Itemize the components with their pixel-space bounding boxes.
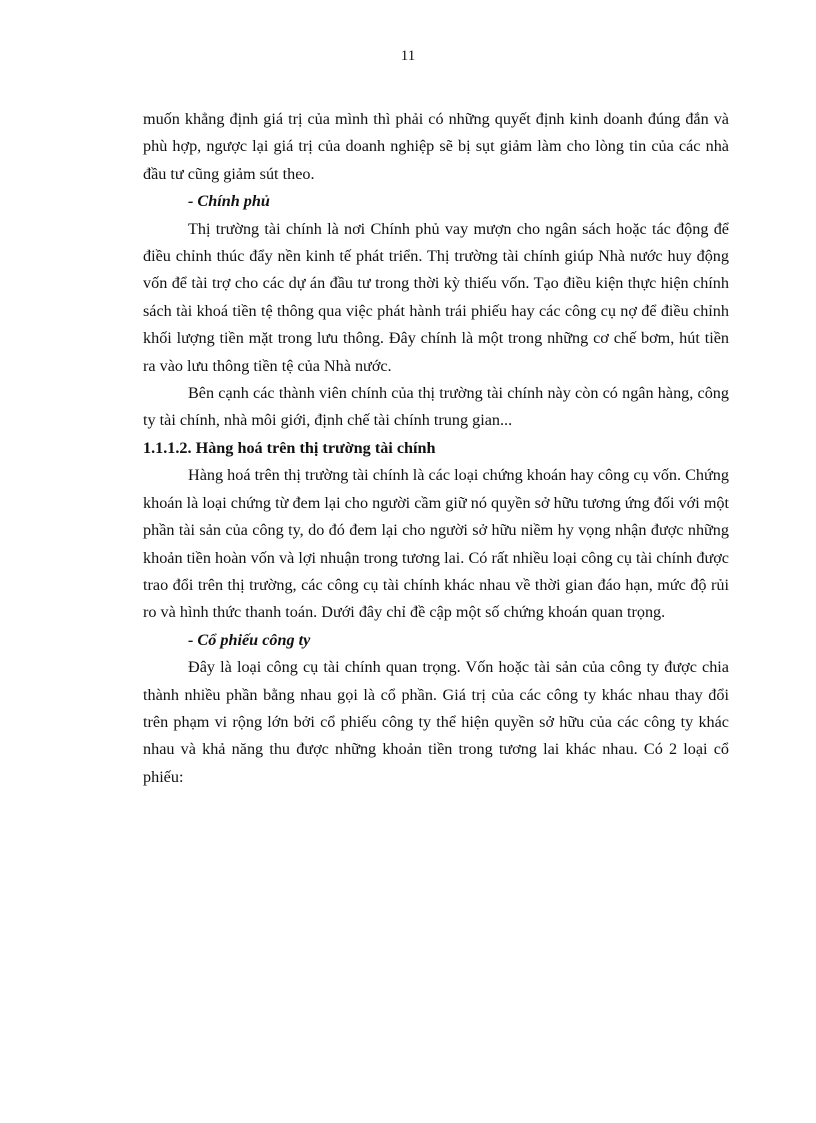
paragraph-continuation: muốn khẳng định giá trị của mình thì phải có những quyết định kinh doanh đúng đắn và phù hợp, ngược lại giá trị của doanh nghiệp sẽ bị sụt giảm làm cho lòng tin của các nhà đầu tư cũng giảm sút theo. <box>143 110 729 183</box>
subheading-chinh-phu: - Chính phủ <box>188 192 270 211</box>
paragraph-chinh-phu: Thị trường tài chính là nơi Chính phủ vay mượn cho ngân sách hoặc tác động để điều chỉnh thúc đẩy nền kinh tế phát triển. Thị trường tài chính giúp Nhà nước huy động vốn để tài trợ cho các dự án đầu tư trong thời kỳ thiếu vốn. Tạo điều kiện thực hiện chính sách tài khoá tiền tệ thông qua việc phát hành trái phiếu hay các công cụ nợ để điều chỉnh khối lượng tiền mặt trong lưu thông. Đây chính là một trong những cơ chế bơm, hút tiền ra vào lưu thông tiền tệ của Nhà nước. <box>143 219 729 375</box>
paragraph-hang-hoa: Hàng hoá trên thị trường tài chính là các loại chứng khoán hay công cụ vốn. Chứng khoán là loại chứng từ đem lại cho người cầm giữ nó quyền sở hữu tương ứng đối với một phần tài sản của công ty, do đó đem lại cho người sở hữu niềm hy vọng nhận được những khoản tiền hoàn vốn và lợi nhuận trong tương lai. Có rất nhiều loại công cụ tài chính được trao đổi trên thị trường, các công cụ tài chính khác nhau về thời gian đáo hạn, mức độ rủi ro và hình thức thanh toán. Dưới đây chỉ đề cập một số chứng khoán quan trọng. <box>143 466 729 622</box>
paragraph-thanh-vien: Bên cạnh các thành viên chính của thị trường tài chính này còn có ngân hàng, công ty tài chính, nhà môi giới, định chế tài chính trung gian... <box>143 384 729 430</box>
page-number: 11 <box>400 48 416 64</box>
section-heading-hang-hoa: 1.1.1.2. Hàng hoá trên thị trường tài chính <box>143 438 436 457</box>
paragraph-co-phieu: Đây là loại công cụ tài chính quan trọng. Vốn hoặc tài sản của công ty được chia thành nhiều phần bằng nhau gọi là cổ phần. Giá trị của các công ty khác nhau thay đổi trên phạm vi rộng lớn bởi cổ phiếu công ty thể hiện quyền sở hữu của các công ty khác nhau và khả năng thu được những khoản tiền trong tương lai khác nhau. Có 2 loại cổ phiếu: <box>143 658 729 786</box>
subheading-co-phieu: - Cổ phiếu công ty <box>188 630 311 649</box>
page-content <box>143 106 729 791</box>
